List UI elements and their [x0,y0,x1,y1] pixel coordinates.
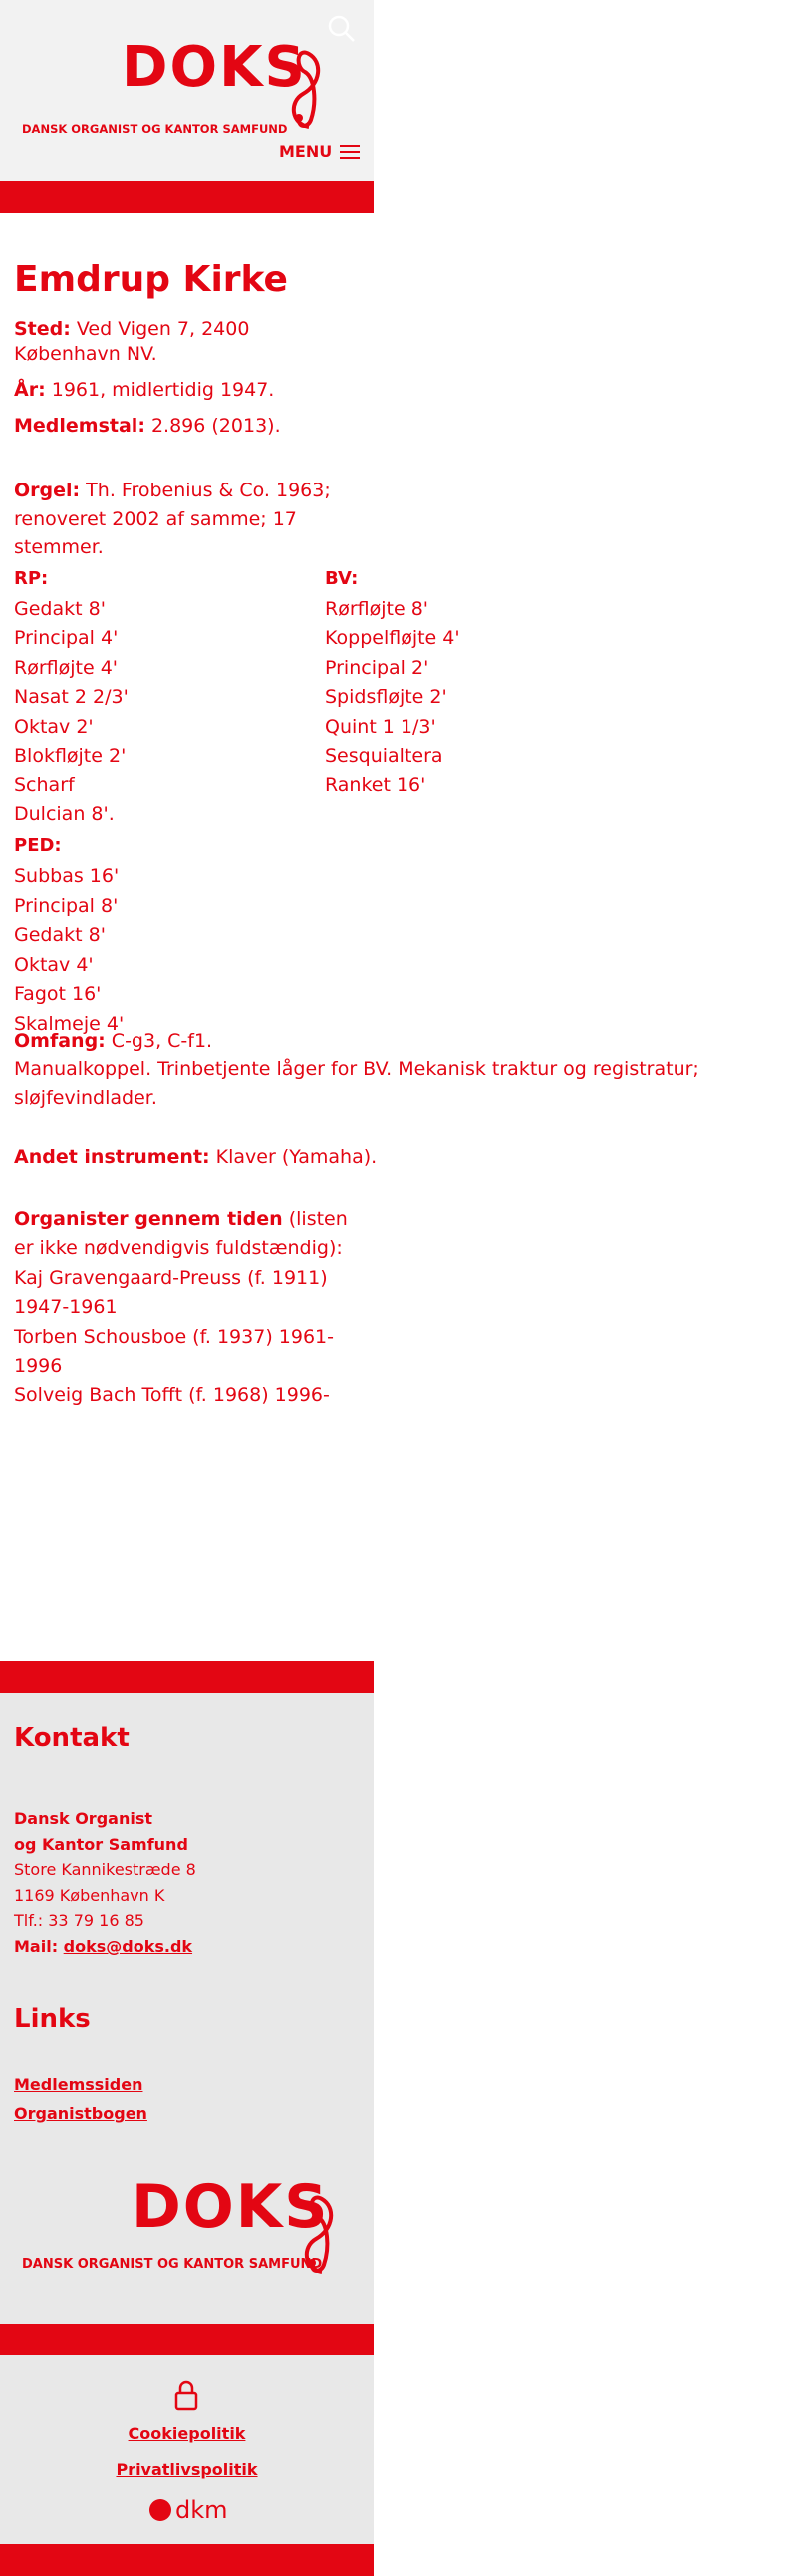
doks-logo[interactable] [22,30,321,140]
division-bv [325,568,460,801]
stop-item: Fagot 16' [14,983,102,1006]
page-title: Emdrup Kirke [14,259,288,300]
stop-item: Dulcian 8'. [14,803,115,825]
main-content [14,261,711,1411]
organist-heading: Organister gennem tiden (listen er ikke nødvendigvis fuldstændig): [14,1207,348,1260]
division-title: BV: [325,567,359,589]
contact-heading: Kontakt [14,1723,130,1753]
logo-wordmark: DOKS [122,35,307,100]
stop-item: Subbas 16' [14,865,120,888]
list-item: Torben Schousboe (f. 1937) 1961-1996 [14,1325,334,1377]
stop-item: Gedakt 8' [14,597,106,620]
contact-address: Dansk Organist og Kantor Samfund Store Kannikestræde 8 1169 København K Tlf.: 33 79 16 85 Mail: doks@doks.dk [14,1809,196,1956]
dkm-dot-icon [149,2499,171,2521]
omfang-note: Manualkoppel. Trinbetjente låger for BV. Mekanisk traktur og registratur; sløjfevindlader. [14,1058,699,1109]
orgel-description: Orgel: Th. Frobenius & Co. 1963; renoveret 2002 af samme; 17 stemmer. [14,480,331,559]
stop-item: Principal 8' [14,894,119,917]
stop-item: Ranket 16' [325,774,426,797]
stop-item: Oktav 2' [14,715,94,738]
links-heading: Links [14,2004,91,2034]
contact-mail-link[interactable]: doks@doks.dk [63,1936,193,1956]
cookiepolitik-link[interactable]: Cookiepolitik [128,2424,246,2443]
stop-item: Oktav 4' [14,953,94,976]
stop-item: Principal 4' [14,627,119,650]
stop-item: Rørfløjte 8' [325,597,428,620]
stop-item: Nasat 2 2/3' [14,686,129,709]
division-title: RP: [14,567,49,589]
stop-item: Skalmeje 4' [14,1012,125,1035]
stop-item: Gedakt 8' [14,924,106,947]
stop-item: Sesquialtera [325,745,443,768]
header-red-band [0,181,374,213]
site-header [0,0,374,181]
stop-item: Spidsfløjte 2' [325,686,447,709]
cookie-icon[interactable] [165,2377,207,2418]
link-organistbogen[interactable]: Organistbogen [14,2104,147,2124]
contact-footer [0,1693,374,2324]
menu-button[interactable] [279,142,360,161]
logo-tagline: DANSK ORGANIST OG KANTOR SAMFUND [22,122,288,136]
division-rp [14,568,129,1039]
list-item: Kaj Gravengaard-Preuss (f. 1911) 1947-1961 [14,1266,328,1319]
legal-red-band [0,2324,374,2355]
search-icon[interactable] [327,14,357,44]
dkm-logo[interactable] [149,2496,228,2524]
privatlivspolitik-link[interactable]: Privatlivspolitik [116,2460,258,2479]
omfang-fact: Omfang: C-g3, C-f1. [14,1029,213,1052]
andet-instrument: Andet instrument: Klaver (Yamaha). [14,1146,378,1169]
logo-wordmark: DOKS [132,2172,330,2242]
sted-fact: Sted: Ved Vigen 7, 2400 København NV. [14,317,250,366]
treble-clef-icon [281,32,331,132]
stop-item: Rørfløjte 4' [14,656,118,679]
division-title: PED: [14,835,62,857]
legal-footer [0,2355,374,2544]
bottom-red-band [0,2544,374,2576]
link-medlemssiden[interactable]: Medlemssiden [14,2075,143,2093]
hamburger-icon [340,145,360,159]
stop-list [14,567,460,1035]
stop-item: Principal 2' [325,656,429,679]
organist-list [14,1205,363,1411]
stop-item: Quint 1 1/3' [325,715,436,738]
stop-item: Koppelfløjte 4' [325,627,460,650]
menu-label: MENU [279,142,333,161]
logo-tagline: DANSK ORGANIST OG KANTOR SAMFUND [22,2257,323,2272]
footer-red-band [0,1661,374,1693]
aar-fact: År: 1961, midlertidig 1947. [14,379,275,402]
stop-item: Blokfløjte 2' [14,745,127,768]
footer-doks-logo[interactable] [22,2172,351,2277]
medlemstal-fact: Medlemstal: 2.896 (2013). [14,414,281,437]
list-item: Solveig Bach Tofft (f. 1968) 1996- [14,1384,330,1407]
footer-links [14,2070,147,2130]
stop-item: Scharf [14,774,75,797]
dkm-wordmark: dkm [175,2496,228,2524]
contact-phone: Tlf.: 33 79 16 85 [14,1911,144,1931]
